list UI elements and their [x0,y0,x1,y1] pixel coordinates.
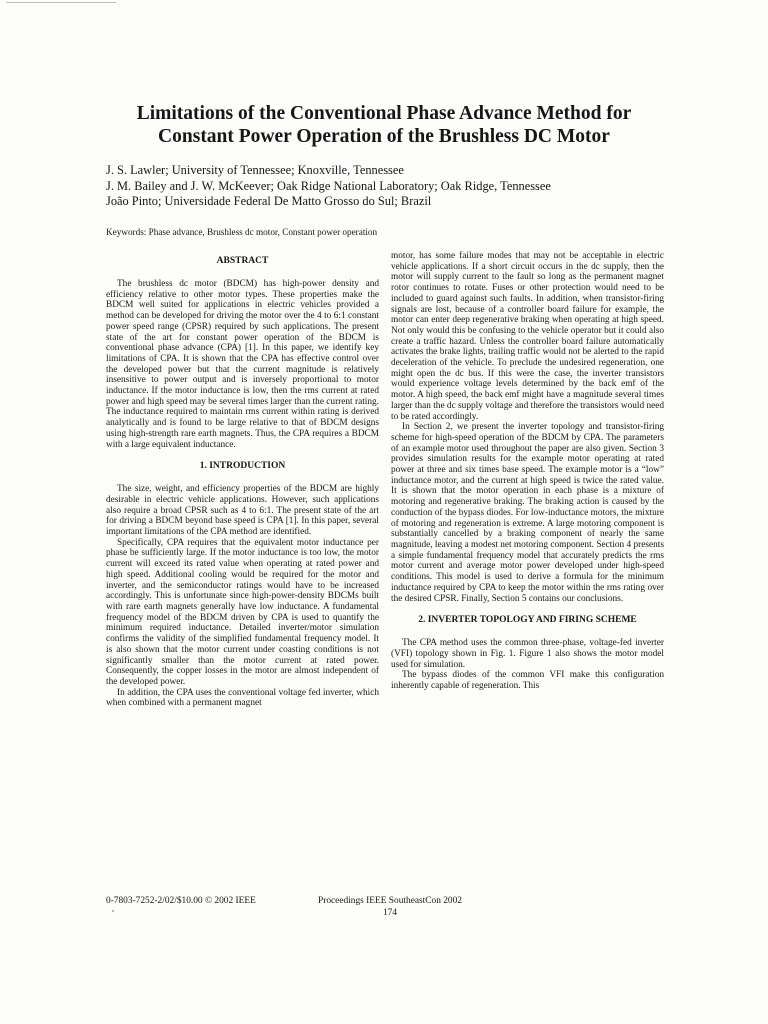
keywords-line: Keywords: Phase advance, Brushless dc motor, Constant power operation [106,227,378,237]
abstract-text: The brushless dc motor (BDCM) has high-power density and efficiency relative to other motor types. These properties make the BDCM well suited for applications in electric vehicles provided a method can be developed for driving the motor over the 4 to 6:1 constant power speed range (CPSR) required by such applications. The present state of the art for constant power operation of the BDCM is conventional phase advance (CPA) [1]. In this paper, we identify key limitations of CPA. It is shown that the CPA has effective control over the developed power but that the current magnitude is relatively insensitive to power output and is inversely proportional to motor inductance. If the motor inductance is low, then the rms current at rated power and high speed may be several times larger than the current rating. The inductance required to maintain rms current within rating is derived analytically and is found to be large relative to that of BDCM designs using high-strength rare earth magnets. Thus, the CPA requires a BDCM with a large equivalent inductance. [106,279,379,450]
footer-center [290,895,490,919]
page-number: 174 [382,908,398,918]
footer-copyright: 0-7803-7252-2/02/$10.00 © 2002 IEEE [106,896,256,906]
author-list [106,163,666,210]
abstract-heading: ABSTRACT [216,256,269,266]
title-line-2: Constant Power Operation of the Brushless DC Motor [158,126,610,147]
intro-paragraph-1: The size, weight, and efficiency properties of the BDCM are highly desirable in electric vehicle applications. However, such applications also require a broad CPSR such as 4 to 6:1. The present state of the art for driving a BDCM beyond base speed is CPA [1]. In this paper, several important limitations of the CPA method are identified. [106,484,379,538]
right-paragraph-2: In Section 2, we present the inverter topology and transistor-firing scheme for high-speed operation of the BDCM by CPA. The parameters of an example motor used throughout the paper are also given. Section 3 provides simulation results for the example motor operating at rated power at three and six times base speed. The example motor is a “low” inductance motor, and the current at high speed is twice the rated value. It is shown that the motor operation in each phase is a mixture of motoring and regenerative braking. The braking action is caused by the conduction of the bypass diodes. For low-inductance motors, the mixture of motoring and regeneration is extreme. A large motoring component is substantially cancelled by a braking component of nearly the same magnitude, leaving a modest net motoring component. Section 4 presents a simple fundamental frequency model that accurately predicts the rms motor current and average motor power developed under high-speed conditions. This model is used to derive a formula for the minimum inductance required by CPA to keep the motor within the rms rating over the desired CPSR. Finally, Section 5 contains our conclusions. [391,422,664,604]
intro-paragraph-3: In addition, the CPA uses the conventional voltage fed inverter, which when combined with a permanent magnet [106,687,379,709]
scan-speck [112,910,114,912]
section2-heading: 2. INVERTER TOPOLOGY AND FIRING SCHEME [418,615,637,626]
author-affiliation-3: João Pinto; Universidade Federal De Matto Grosso do Sul; Brazil [106,194,432,208]
paper-title [60,102,708,148]
footer-proceedings: Proceedings IEEE SoutheastCon 2002 [318,896,462,906]
introduction-heading: 1. INTRODUCTION [199,461,286,472]
scan-edge-rule [6,2,116,3]
right-column [391,251,664,692]
left-column [106,255,379,709]
author-affiliation-1: J. S. Lawler; University of Tennessee; Knoxville, Tennessee [106,163,404,177]
section2-paragraph-2: The bypass diodes of the common VFI make this configuration inherently capable of regeneration. This [391,670,664,692]
title-line-1: Limitations of the Conventional Phase Advance Method for [136,103,632,124]
section2-paragraph-1: The CPA method uses the common three-phase, voltage-fed inverter (VFI) topology shown in Fig. 1. Figure 1 also shows the motor model used for simulation. [391,638,664,670]
intro-paragraph-2: Specifically, CPA requires that the equivalent motor inductance per phase be sufficiently large. If the motor inductance is too low, the motor current will exceed its rated value when operating at rated power and high speed. Additional cooling would be required for the motor and inverter, and the semiconductor ratings would have to be increased accordingly. This is unfortunate since high-power-density BDCMs built with rare earth magnets generally have low inductance. A fundamental frequency model of the BDCM driven by CPA is used to quantify the minimum required inductance. Detailed inverter/motor simulation confirms the validity of the simplified fundamental frequency model. It is also shown that the motor current under coasting conditions is not significantly smaller than the motor current at rated power. Consequently, the copper losses in the motor are almost independent of the developed power. [106,537,379,687]
author-affiliation-2: J. M. Bailey and J. W. McKeever; Oak Ridge National Laboratory; Oak Ridge, Tennessee [106,178,551,193]
right-paragraph-1: motor, has some failure modes that may not be acceptable in electric vehicle applications. If a short circuit occurs in the dc supply, then the motor will supply current to the fault so long as the permanent magnet rotor continues to rotate. Fuses or other protection would need to be included to guard against such faults. In addition, when transistor-firing signals are lost, because of a controller board failure for example, the motor can enter deep regenerative braking when operating at high speed. Not only would this be confusing to the vehicle operator but it could also create a traffic hazard. Unless the controller board failure automatically activates the brake lights, trailing traffic would not be alerted to the rapid deceleration of the vehicle. To preclude the undesired regeneration, one might open the dc bus. If this were the case, the inverter transistors would experience voltage levels determined by the back emf of the motor. A high speed, the back emf might have a magnitude several times larger than the dc supply voltage and therefore the transistors would need to be rated accordingly. [391,251,664,422]
